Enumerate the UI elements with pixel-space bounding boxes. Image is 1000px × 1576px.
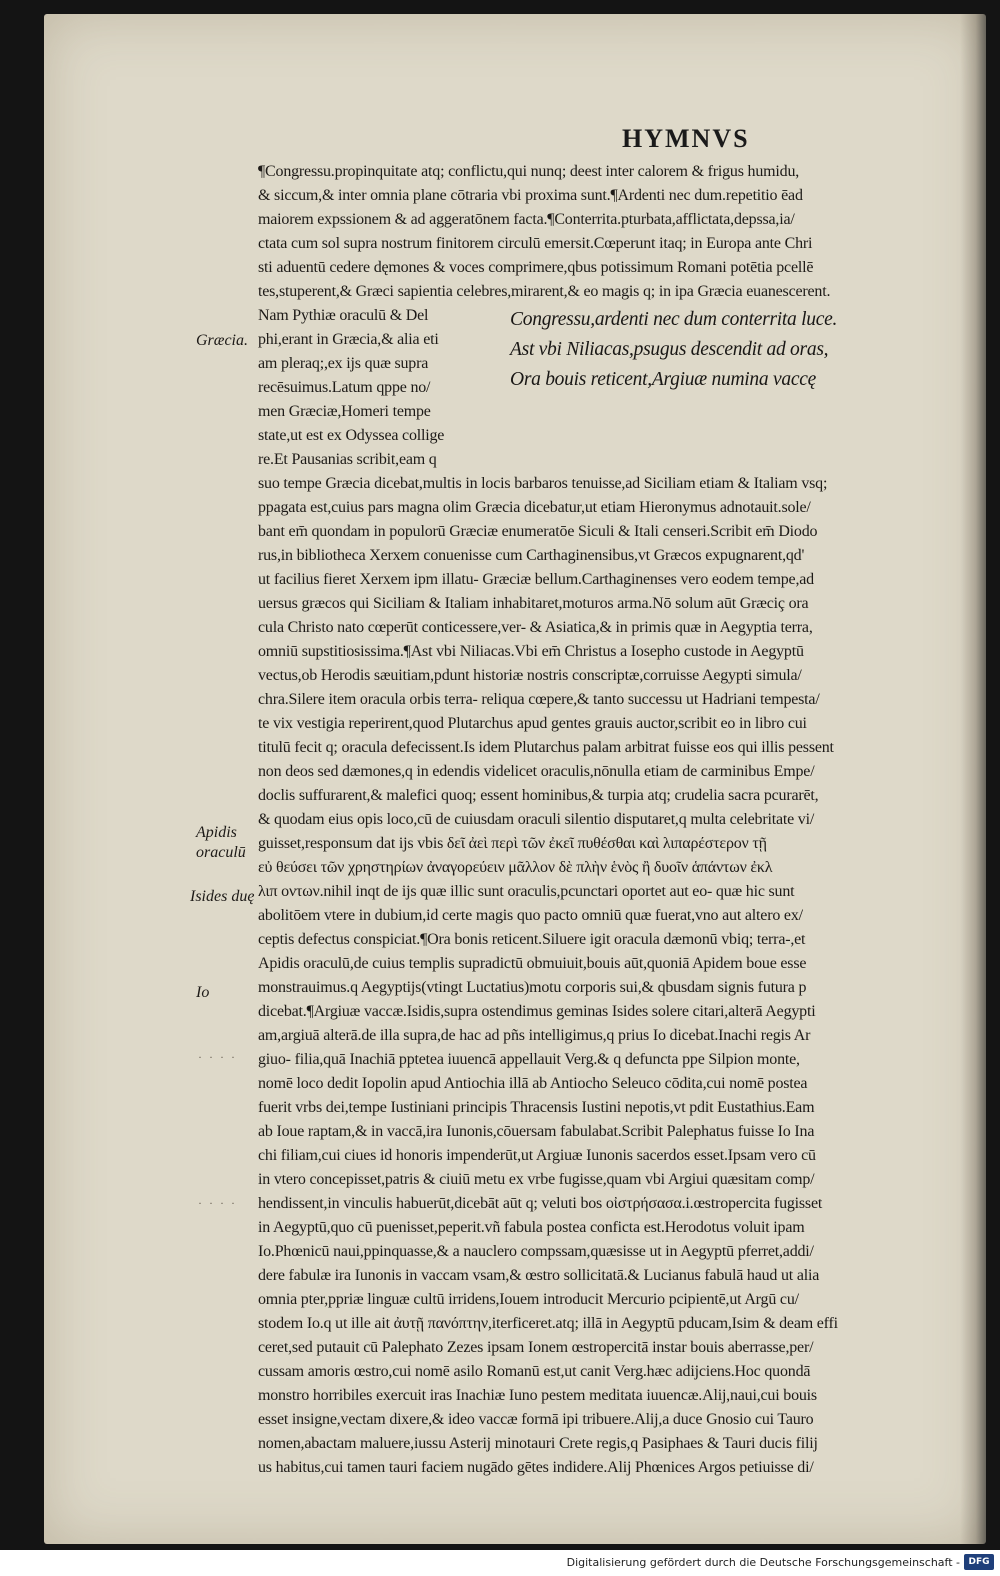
verse-line: Congressu,ardenti nec dum conterrita luce. bbox=[510, 308, 838, 330]
body-line: ¶Congressu.propinquitate atq; conflictu,qui nunq; deest inter calorem & frigus humidu, bbox=[258, 163, 800, 180]
margin-dots: · · · · bbox=[198, 1196, 237, 1210]
verse-block bbox=[510, 304, 950, 394]
book-page bbox=[44, 14, 986, 1544]
body-line: monstrauimus.q Aegyptijs(vtingt Luctatius)motu corporis sui,& qbusdam signis futura p bbox=[258, 979, 807, 996]
body-line: cula Christo nato cœperūt conticessere,ver- & Asiatica,& in primis quæ in Aegyptia terra, bbox=[258, 619, 813, 636]
body-line: abolitōem vtere in dubium,id certe magis quo pacto omniū quæ fuerat,vno aut altero ex/ bbox=[258, 907, 803, 924]
digitization-footer bbox=[0, 1550, 1000, 1576]
page-gutter-shadow bbox=[960, 14, 986, 1544]
body-line: ab Ioue raptam,& in vaccā,ira Iunonis,cōuersam fabulabat.Scribit Palephatus fuisse Io Ina bbox=[258, 1123, 815, 1140]
body-line: am,argiuā alterā.de illa supra,de hac ad pñs intelligimus,q prius Io dicebat.Inachi regis Ar bbox=[258, 1027, 811, 1044]
body-line: λιπ οντων.nihil inqt de ijs quæ illic sunt oraculis,pcunctari oportet aut eo- quæ hic sunt bbox=[258, 883, 795, 900]
marginal-note-isides: Isides duę bbox=[190, 888, 255, 905]
body-line: rus,in bibliotheca Xerxem conuenisse cum Carthaginensibus,vt Græcos expugnarent,qd' bbox=[258, 547, 805, 564]
body-line: state,ut est ex Odyssea collige bbox=[258, 427, 445, 444]
greek-line: εὐ θεύσει τῶν χρηστηρίων ἀναγορεύειν μᾶλλον δὲ πλὴν ἑνὸς ἢ δυοῖν ἁπάντων ἐκλ bbox=[258, 859, 773, 876]
body-line: te vix vestigia reperirent,quod Plutarchus apud gentes grauis auctor,scribit eo in libro cui bbox=[258, 715, 807, 732]
dfg-logo: DFG bbox=[964, 1554, 994, 1570]
marginal-note-io: Io bbox=[196, 984, 210, 1001]
body-line: monstro horribiles exercuit iras Inachiæ Iuno pestem meditata iuuencæ.Alij,naui,cui bouis bbox=[258, 1387, 817, 1404]
body-line: hendissent,in vinculis habuerūt,dicebāt aūt q; veluti bos οἰστρήσασα.i.œstropercita fugisset bbox=[258, 1195, 823, 1212]
body-line: doclis suffurarent,& malefici quoq; essent hominibus,& turpia atq; crudelia sacra pcurarēt, bbox=[258, 787, 819, 804]
marginal-note-apidis: oraculū bbox=[196, 844, 246, 861]
footer-credit: Digitalisierung gefördert durch die Deutsche Forschungsgemeinschaft - bbox=[566, 1556, 960, 1569]
margin-dots: · · · · bbox=[198, 1050, 237, 1064]
body-line: cussam amoris œstro,cui nomē asilo Romanū est,ut canit Verg.hæc adijciens.Hoc quondā bbox=[258, 1363, 811, 1380]
body-line: bant em̄ quondam in populorū Græciæ enumeratōe Siculi & Itali censeri.Scribit em̄ Diodo bbox=[258, 523, 818, 540]
body-line: titulū fecit q; oracula defecissent.Is idem Plutarchus palam arbitrat fuisse eos qui illis pessent bbox=[258, 739, 834, 756]
body-line: chi filiam,cui ciues id honoris impenderūt,ut Argiuæ Iunonis sacerdos esset.Ipsam vero cū bbox=[258, 1147, 816, 1164]
body-line: & siccum,& inter omnia plane cōtraria vbi proxima sunt.¶Ardenti nec dum.repetitio ēad bbox=[258, 187, 803, 204]
body-line: tes,stuperent,& Græci sapientia celebres,mirarent,& eo magis q; in ipa Græcia euanescerent. bbox=[258, 283, 831, 300]
running-head: HYMNVS bbox=[622, 124, 750, 153]
body-line: phi,erant in Græcia,& alia eti bbox=[258, 331, 439, 348]
body-line: men Græciæ,Homeri tempe bbox=[258, 403, 431, 420]
body-line: nomen,abactam maluere,iussu Asterij minotauri Crete regis,q Pasiphaes & Tauri ducis filij bbox=[258, 1435, 818, 1452]
body-line: uersus græcos qui Siciliam & Italiam inhabitaret,moturos arma.Nō solum aūt Græciç ora bbox=[258, 595, 809, 612]
verse-line: Ast vbi Niliacas,psugus descendit ad oras, bbox=[510, 338, 829, 360]
body-line: ut facilius fieret Xerxem ipm illatu- Græciæ bellum.Carthaginenses vero eodem tempe,ad bbox=[258, 571, 814, 588]
body-line: Apidis oraculū,de cuius templis supradictū obmuiuit,bouis aūt,quoniā Apidem boue esse bbox=[258, 955, 807, 972]
body-line: ctata cum sol supra nostrum finitorem circulū emersit.Cœperunt itaq; in Europa ante Chri bbox=[258, 235, 813, 252]
body-line: suo tempe Græcia dicebat,multis in locis barbaros tenuisse,ad Siciliam etiam & Italiam vsq; bbox=[258, 475, 828, 492]
body-line: ceret,sed putauit cū Palephato Zezes ipsam Ionem œstropercitā instar bouis aberrasse,per/ bbox=[258, 1339, 814, 1356]
body-line: dere fabulæ ira Iunonis in vaccam vsam,& œstro sollicitatā.& Lucianus fabulā haud ut alia bbox=[258, 1267, 820, 1284]
body-line: re.Et Pausanias scribit,eam q bbox=[258, 451, 437, 468]
body-line: chra.Silere item oracula orbis terra- reliqua cœpere,& tanto successu ut Hadriani tempesta/ bbox=[258, 691, 820, 708]
body-line: am pleraq;,ex ijs quæ supra bbox=[258, 355, 429, 372]
body-line: non deos sed dæmones,q in edendis videlicet oraculis,nōnulla etiam de carminibus Empe/ bbox=[258, 763, 815, 780]
body-line: guisset,responsum dat ijs vbis δεῖ ἀεὶ περὶ τῶν ἐκεῖ πυθέσθαι καὶ λιπαρέστερον τῇ bbox=[258, 835, 767, 852]
body-line: fuerit vrbs dei,tempe Iustiniani principis Thracensis Iustini nepotis,vt pdit Eustathius.Eam bbox=[258, 1099, 815, 1116]
body-line: Nam Pythiæ oraculū & Del bbox=[258, 307, 429, 324]
body-line: & quodam eius opis loco,cū de cuiusdam oraculi silentio disputaret,q multa celebritate vi/ bbox=[258, 811, 815, 828]
body-line: in vtero concepisset,patris & ciuiū metu ex vrbe fugisse,quam vbi Argiui quæsitam comp/ bbox=[258, 1171, 815, 1188]
verse-line: Ora bouis reticent,Argiuæ numina vaccę bbox=[510, 368, 816, 390]
body-line: dicebat.¶Argiuæ vaccæ.Isidis,supra ostendimus geminas Isides solere citari,alterā Aegypti bbox=[258, 1003, 816, 1020]
body-line: sti aduentū cedere dęmones & voces comprimere,qbus potissimum Romani potētia pcellē bbox=[258, 259, 814, 276]
body-line: Io.Phœnicū naui,ppinquasse,& a nauclero compssam,quæsisse ut in Aegyptū pferret,addi/ bbox=[258, 1243, 814, 1260]
marginal-note-graecia: Græcia. bbox=[196, 332, 248, 349]
body-line: us habitus,cui tamen tauri faciem nugādo gētes indidere.Alij Phœnices Argos petiuisse di/ bbox=[258, 1459, 814, 1476]
body-line: ppagata est,cuius pars magna olim Græcia dicebatur,ut etiam Hieronymus adnotauit.sole/ bbox=[258, 499, 811, 516]
marginal-note-apidis: Apidis bbox=[196, 824, 237, 841]
body-line: omnia pter,ppriæ linguæ cultū irridens,Iouem introducit Mercurio pcipientē,ut Argū cu/ bbox=[258, 1291, 799, 1308]
body-line: nomē loco dedit Iopolin apud Antiochia illā ab Antiocho Seleuco cōdita,cui nomē postea bbox=[258, 1075, 808, 1092]
body-line: ceptis defectus conspiciat.¶Ora bonis reticent.Siluere igit oracula dæmonū vbiq; terra-,et bbox=[258, 931, 806, 948]
body-line: omniū supstitiosissima.¶Ast vbi Niliacas.Vbi em̄ Christus a Iosepho custode in Aegyptū bbox=[258, 643, 804, 660]
body-line: stodem Io.q ut ille ait ἀυτῇ πανόπτην,iterficeret.atq; illā in Aegyptū pducam,Isim & deam effi bbox=[258, 1315, 838, 1332]
body-line: vectus,ob Herodis sæuitiam,pdunt historiæ nostris conscriptæ,corruisse Aegypti simula/ bbox=[258, 667, 802, 684]
body-line: recēsuimus.Latum qppe no/ bbox=[258, 379, 431, 396]
body-line: maiorem expssionem & ad aggeratōnem facta.¶Conterrita.pturbata,afflictata,depssa,ia/ bbox=[258, 211, 795, 228]
body-line: esset insigne,vectam dixere,& ideo vaccæ formā ipi tribuere.Alij,a duce Gnosio cui Tauro bbox=[258, 1411, 814, 1428]
body-line: in Aegyptū,quo cū puenisset,peperit.vñ fabula postea conficta est.Herodotus voluit ipam bbox=[258, 1219, 805, 1236]
body-line: giuo- filia,quā Inachiā pptetea iuuencā appellauit Verg.& q defuncta ppe Silpion monte, bbox=[258, 1051, 800, 1068]
